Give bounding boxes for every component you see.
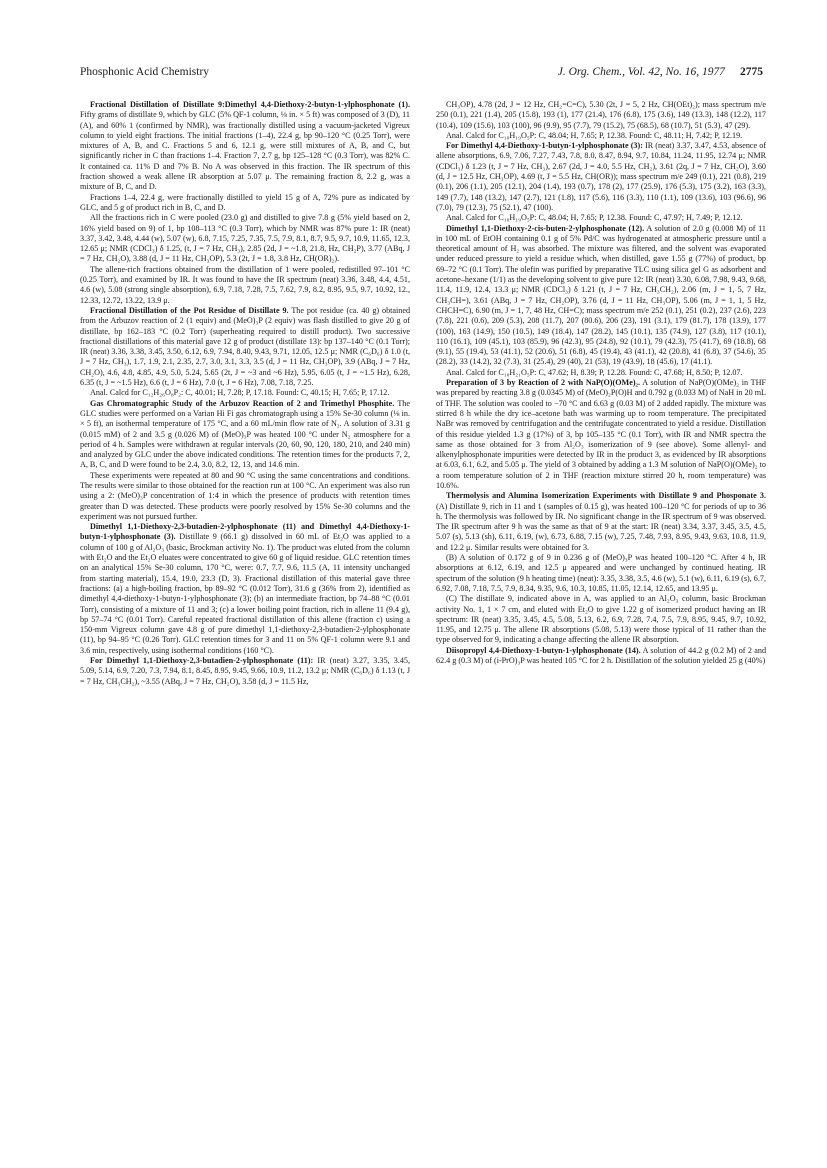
section-heading: Dimethyl 1,1-Diethoxy-2,3-butadien-2-ylphosphonate (11) and Dimethyl 4,4-Diethoxy-1-butyn-1-ylphosphonate (3). — [80, 522, 410, 542]
paragraph-text: IR (neat) 3.27, 3.35, 3.45, 5.09, 5.14, 6.9, 7.20, 7.3, 7.94, 8.1, 8.45, 8.95, 9.45, 9.66, 10.9, 11.2, 13.2 μ; NMR (C₆D₆) δ 1.13 (t, J = 7 Hz, CH₃CH₂), ~3.55 (ABq, J = 7 Hz, CH₂O), 3.58 (d, J = 11.5 Hz, — [80, 656, 410, 686]
paragraph — [436, 213, 766, 223]
section-heading: Fractional Distillation of the Pot Residue of Distillate 9. — [90, 305, 289, 315]
right-column — [436, 100, 766, 666]
paragraph — [436, 131, 766, 141]
left-column — [80, 100, 410, 687]
section-heading: For Dimethyl 4,4-Diethoxy-1-butyn-1-ylphosphonate (3): — [446, 141, 643, 151]
paragraph-text: Fifty grams of distillate 9, which by GLC (5% QF-1 column, ⅛ in. × 5 ft) was composed of 3 (D), 11 (A), and 60% 1 (confirmed by NMR), was fractionally distilled using a vacuum-jacketed Vigreux column to yield eight fractions. The initial fractions (1–4), 22.4 g, bp 90–120 °C (0.25 Torr), were mixtures of A, B, and C. Fractions 5 and 6, 12.1 g, were still mixtures of A, B, and C, but significantly richer in C than fractions 1–4. Fraction 7, 2.7 g, bp 125–128 °C (0.3 Torr), was 82% C. It contained ca. 11% D and 7% B. No A was observed in this fraction. The IR spectrum of this fraction showed a weak allene IR absorption at 5.07 μ. The remaining fraction 8, 2.2 g, was a mixture of B, C, and D. — [80, 110, 410, 192]
paragraph-text: Distillate 9 (66.1 g) dissolved in 60 mL of Et₂O was applied to a column of 100 g of Al₂O₃ (basic, Brockman activity No. 1). The product was eluted from the column with Et₂O and the Et₂O eluates were concentrated to give 60 g of liquid residue. GLC retention times on an analytical 15% Se-30 column, 170 °C, were: 0.7, 7.7, 9.6, 11.5 (A, 11 intensity unchanged from starting material), 15.4, 19.0, 23.3 (D, 3). Fractional distillation of this material gave three fractions: (a) a high-boiling fraction, bp 89–92 °C (0.012 Torr), 31.6 g (36% from 2), identified as dimethyl 4,4-diethoxy-1-butyn-1-ylphosphonate (3); (b) an intermediate fraction, bp 74–88 °C (0.01 Torr), consisting of a mixture of 11 and 3; (c) a lower boiling point fraction, rich in allene 11 (9.4 g), bp 57–74 °C (0.01 Torr). Careful repeated fractional distillation of this allene (fraction c) using a 150-mm Vigreux column gave 4.8 g of pure dimethyl 1,1-diethoxy-2,3-butadien-2-ylphosphonate (11), bp 94–95 °C (0.26 Torr). GLC retention times for 3 and 11 on 5% QF-1 column were 9.1 and 3.6 min, respectively, using isothermal conditions (160 °C). — [80, 532, 411, 655]
paragraph — [80, 100, 410, 193]
section-heading: Fractional Distillation of Distillate 9:Dimethyl 4,4-Diethoxy-2-butyn-1-ylphosphonate (1). — [90, 100, 410, 109]
paragraph-text: Anal. Calcd for C₁₀H₂₁O₅P: C, 47.62; H, 8.39; P, 12.28. Found: C, 47.68; H, 8.50; P, 12.07. — [446, 367, 743, 377]
paragraph — [436, 491, 766, 553]
paragraph — [80, 656, 410, 687]
paragraph-text: (C) The distillate 9, indicated above in A, was applied to an Al₂O₃ column, basic Brockman activity No. 1, 1 × 7 cm, and eluted with Et₂O to give 1.22 g of isomerized product having an IR spectrum: IR (neat) 3.35, 3.45, 4.5, 5.08, 5.13, 6.2, 6.9, 7.28, 7.4, 7.5, 7.9, 8.95, 9.45, 9.7, 10.92, 11.95, and 12.75 μ. The allene IR absorptions (5.08, 5.13) were those typical of 11 rather than the type observed for 9, indicating a change affecting the allene IR absorption. — [436, 594, 766, 645]
section-heading: Preparation of 3 by Reaction of 2 with NaP(O)(OMe)₂. — [446, 378, 640, 388]
paragraph-text: Fractions 1–4, 22.4 g, were fractionally distilled to yield 15 g of A, 72% pure as indicated by GLC, and 5 g of product rich in B, C, and D. — [80, 192, 410, 212]
paragraph-text: IR (neat) 3.37, 3.47, 4.53, absence of allene absorptions, 6.9, 7.06, 7.27, 7.43, 7.8, 8.0, 8.47, 8.94, 9.7, 10.84, 11.24, 11.95, 12.74 μ; NMR (CDCl₃) δ 1.23 (t, J = 7 Hz, CH₃), 2.67 (2d, J = 4.0, 5.5 Hz, CH₂), 3.61 (2q, J = 7 Hz, CH₂O), 3.60 (d, J = 12.5 Hz, CH₃OP), 4.69 (t, J = 5.5 Hz, CH(OR)); mass spectrum m/e 249 (0.1), 221 (0.8), 219 (0.1), 206 (1.1), 205 (12.1), 204 (1.4), 193 (0.7), 178 (2), 177 (25.9), 176 (5.3), 175 (3.2), 163 (3.3), 149 (7.7), 148 (13.2), 147 (2.7), 121 (1.8), 117 (5.6), 116 (3.3), 110 (1.1), 109 (13.6), 103 (96.6), 96 (7.0), 79 (12.3), 75 (52.1), 47 (100). — [436, 141, 767, 212]
section-heading: Gas Chromatographic Study of the Arbuzov Reaction of 2 and Trimethyl Phosphite. — [90, 398, 395, 408]
paragraph — [436, 378, 766, 491]
paragraph — [80, 213, 410, 264]
paragraph — [436, 553, 766, 594]
paragraph-text: (A) Distillate 9, rich in 11 and 1 (samples of 0.15 g), was heated 100–120 °C for periods of up to 36 h. The thermolysis was followed by IR. No significant change in the IR spectrum of 9 was observed. The IR spectrum after 9 h was the same as that of 9 at the start: IR (neat) 3.34, 3.37, 3.45, 3.5, 4.5, 5.07 (s), 5.13 (sh), 6.11, 6.19, (w), 6.73, 6.88, 7.15 (w), 7.25, 7.48, 7.93, 8.95, 9.43, 9.63, 10.8, 11.9, and 12.2 μ. Similar results were obtained for 3. — [436, 501, 766, 552]
section-heading: For Dimethyl 1,1-Diethoxy-2,3-butadien-2-ylphosphonate (11): — [90, 656, 314, 666]
page-header — [80, 66, 763, 82]
paragraph — [436, 368, 766, 378]
paragraph-text: These experiments were repeated at 80 and 90 °C using the same concentrations and conditions. The results were similar to those obtained for the reaction run at 100 °C. An experiment was also run using a 2: (MeO)₃P concentration of 1:4 in which the presence of products with retention times greater than D was detected. These products were poorly resolved by 15% Se-30 columns and the experiment was not pursued further. — [80, 470, 410, 521]
paragraph — [80, 265, 410, 306]
paragraph-text: A solution of 2.0 g (0.008 M) of 11 in 100 mL of EtOH containing 0.1 g of 5% Pd/C was hydrogenated at atmospheric pressure until a theoretical amount of H₂ was absorbed. The mixture was filtered, and the solvent was evaporated under reduced pressure to yield a residue which, when distilled, gave 1.55 g (77%) of product, bp 69–72 °C (0.1 Torr). The olefin was purified by preparative TLC using silica gel G as adsorbent and acetone–hexane (1/1) as the developing solvent to give pure 12: IR (neat) 3.30, 6.08, 7.98, 9.43, 9.68, 11.4, 11.9, 12.4, 13.3 μ; NMR (CDCl₃) δ 1.21 (t, J = 7 Hz, CH₃CH₂), 2.06 (m, J = 1, 5, 7 Hz, CH₃CH=), 3.61 (ABq, J = 7 Hz, CH₂OP), 3.76 (d, J = 11 Hz, CH₃OP), 5.06 (m, J = 1, 1, 5 Hz, CHCH=C), 6.90 (m, J = 1, 7, 48 Hz, CH=C); mass spectrum m/e 252 (0.1), 251 (0.2), 237 (2.6), 223 (7.8), 221 (0.6), 209 (5.3), 208 (11.7), 207 (80.6), 206 (23), 191 (3.1), 179 (81.7), 178 (13.9), 177 (100), 163 (14.9), 150 (10.5), 149 (18.4), 147 (28.2), 145 (10.1), 135 (74.9), 127 (3.8), 117 (10.1), 110 (16.1), 109 (45.1), 103 (85.9), 96 (42.3), 95 (24.8), 92 (10.1), 79 (42.3), 75 (41.7), 69 (18.8), 68 (9.1), 55 (19.4), 53 (41.1), 52 (20.6), 51 (6.8), 45 (19.4), 43 (41.1), 42 (20.8), 41 (6.8), 37 (54.6), 35 (28.2), 33 (14.2), 32 (7.3), 31 (25.4), 29 (40), 21 (53), 19 (43.9), 18 (45.6), 17 (41.1). — [436, 223, 766, 367]
paragraph-text: Anal. Calcd for C₁₀H₁₉O₅P: C, 48.04; H, 7.65; P, 12.38. Found: C, 47.97; H, 7.49; P, 12.12. — [446, 213, 743, 223]
paragraph-text: The allene-rich fractions obtained from the distillation of 1 were pooled, redistilled 97–101 °C (0.25 Torr), and examined by IR. It was found to have the IR spectrum (neat) 3.36, 3.48, 4.4, 4.51, 4.6 (w), 5.08 (strong single absorption), 6.9, 7.18, 7.28, 7.5, 7.62, 7.9, 8.2, 8.95, 9.5, 9.7, 10.92, 12., 12.33, 12.72, 13.22, 13.9 μ. — [80, 264, 410, 305]
paragraph-text: Anal. Calcd for C₁₂H₂₆O₈P₂: C, 40.01; H, 7.28; P, 17.18. Found: C, 40.15; H, 7.65; P, 17.12. — [90, 388, 390, 398]
paragraph-text: The GLC studies were performed on a Varian Hi Fi gas chromatograph using a 15% Se-30 column (⅛ in. × 5 ft), an isothermal temperature of 175 °C, and a 60 mL/min flow rate of N₂. A solution of 3.31 g (0.015 mM) of 2 and 3.5 g (0.026 M) of (MeO)₃P was heated 100 °C under N₂ atmosphere for a period of 4 h. Samples were withdrawn at regular intervals (20, 60, 90, 120, 180, 210, and 240 min) and analyzed by GLC under the above indicated conditions. The retention times for the products 7, 2, A, B, C, and D were found to be 2.4, 3.0, 8.2, 12, 13, and 14.6 min. — [80, 398, 410, 470]
paragraph-text: A solution of NaP(O)(OMe)₂ in THF was prepared by reacting 3.8 g (0.0345 M) of (MeO)₂P(O)H and 0.792 g (0.033 M) of NaH in 20 mL of THF. The solution was cooled to −70 °C and 6.63 g (0.03 M) of 2 added rapidly. The mixture was stirred 8 h while the dry ice–acetone bath was warming up to room temperature. The precipitated NaBr was removed by centrifugation and the centrifugate concentrated to yield a residue. Distillation of this residue yielded 1.3 g (17%) of 3, bp 105–135 °C (0.1 Torr), with IR and NMR spectra the same as those obtained for 3 from Al₂O₃ isomerization of 9 (see above). Some allenyl- and alkenylphosphonate impurities were detected by IR in the product 3, as evidenced by IR absorptions at 6.03, 6.1, 6.2, and 5.05 μ. The yield of 3 obtained by adding a 1.3 M solution of NaP(O)(OMe)₂ to a room temperature solution of 2 in THF (reaction mixture stirred 20 h, room temperature) was 10.6%. — [436, 378, 767, 490]
paragraph-text: (B) A solution of 0.172 g of 9 in 0.236 g of (MeO)₃P was heated 100–120 °C. After 4 h, IR absorptions at 6.12, 6.19, and 12.5 μ appeared and were unchanged by continued heating. IR spectrum of the solution (9 h heating time) (neat): 3.35, 3.38, 3.5, 4.6 (w), 5.1 (w), 6.11, 6.19 (s), 6.7, 6.92, 7.08, 7.18, 7.5, 7.9, 8.34, 9.35, 9.6, 10.3, 10.85, 11.05, 12.14, 12.65, and 13.95 μ. — [436, 553, 766, 593]
running-head: Phosphonic Acid Chemistry — [80, 66, 210, 78]
paragraph — [436, 141, 766, 213]
paragraph-text: Anal. Calcd for C₁₀H₁₉O₅P: C, 48.04; H, 7.65; P, 12.38. Found: C, 48.11; H, 7.42; P, 12.19. — [446, 130, 743, 140]
paragraph — [80, 522, 410, 656]
paragraph-text: All the fractions rich in C were pooled (23.0 g) and distilled to give 7.8 g (5% yield based on 2, 16% yield based on 9) of 1, bp 108–113 °C (0.3 Torr), which by NMR was 87% pure 1: IR (neat) 3.37, 3.42, 3.48, 4.44 (w), 5.07 (w), 6.8, 7.15, 7.25, 7.35, 7.5, 7.9, 8.1, 8.7, 9.5, 9.7, 10.9, 11.65, 12.3, 12.65 μ; NMR (CDCl₃) δ 1.25, (t, J = 7 Hz, CH₃), 2.85 (2d, J = ~1.8, 21.8, Hz, CH₂P), 3.77 (ABq, J = 7 Hz, CH₂O), 3.88 (d, J = 11 Hz, CH₃OP), 5.3 (2t, J = 1.8, 3.8 Hz, CH(OR)₂). — [80, 213, 410, 264]
paragraph — [80, 306, 410, 388]
paragraph — [80, 388, 410, 398]
section-heading: Thermolysis and Alumina Isomerization Experiments with Distillate 9 and Phosponate 3. — [446, 491, 766, 501]
paragraph — [80, 193, 410, 214]
paragraph-text: A solution of 44.2 g (0.2 M) of 2 and 62.4 g (0.3 M) of (i-PrO)₃P was heated 105 °C for 2 h. Distillation of the solution yielded 25 g (40%) — [436, 645, 767, 666]
paragraph — [80, 471, 410, 522]
paragraph — [436, 224, 766, 368]
paragraph — [436, 100, 766, 131]
paragraph — [80, 399, 410, 471]
paragraph — [436, 646, 766, 667]
paragraph — [436, 594, 766, 645]
paragraph-text: The pot residue (ca. 40 g) obtained from the Arbuzov reaction of 2 (1 equiv) and (MeO)₃P (2 equiv) was flash distilled to give 20 g of distillate, bp 162–183 °C (0.2 Torr) (superheating required to distill product). Two successive fractional distillations of this material gave 12 g of product (distillate 13): bp 137–140 °C (0.1 Torr); IR (neat) 3.36, 3.38, 3.45, 3.50, 6.12, 6.9, 7.94, 8.40, 9.43, 9.71, 12.05, 12.5 μ; NMR (C₆D₆) δ 1.0 (t, J = 7 Hz, CH₃), 1.7, 1.9, 2.1, 2.35, 2.7, 3.0, 3.1, 3.3, 3.5 (d, J = 11 Hz, CH₃OP), 3.9 (ABq, J = 7 Hz, CH₂O), 4.6, 4.8, 4.85, 4.9, 5.0, 5.24, 5.65 (2t, J = ~3 and ~6 Hz), 5.95, 6.05 (t, J = ~1.5 Hz), 6.28, 6.35 (t, J = ~1.5 Hz), 6.6 (t, J = 6 Hz), 7.0 (t, J = 6 Hz), 7.08, 7.18, 7.25. — [80, 305, 411, 388]
journal-reference: J. Org. Chem., Vol. 42, No. 16, 1977 — [557, 66, 725, 78]
section-heading: Dimethyl 1,1-Diethoxy-2-cis-buten-2-ylphosphonate (12). — [446, 223, 645, 233]
paragraph-text: CH₃OP), 4.78 (2d, J = 12 Hz, CH₂=C=C), 5.30 (2t, J = 5, 2 Hz, CH(OEt)₂); mass spectrum m/e 250 (0.1), 221 (1.4), 205 (15.8), 193 (1), 177 (21.4), 176 (6.8), 175 (3.6), 149 (13.3), 148 (12.2), 117 (10.4), 109 (15.6), 103 (100), 96 (9.9), 95 (7.7), 79 (15.2), 75 (68.5), 68 (10.7), 51 (5.3), 47 (29). — [436, 100, 766, 130]
section-heading: Diisopropyl 4,4-Diethoxy-1-butyn-1-ylphosphonate (14). — [446, 645, 641, 655]
page-number: 2775 — [740, 66, 763, 78]
